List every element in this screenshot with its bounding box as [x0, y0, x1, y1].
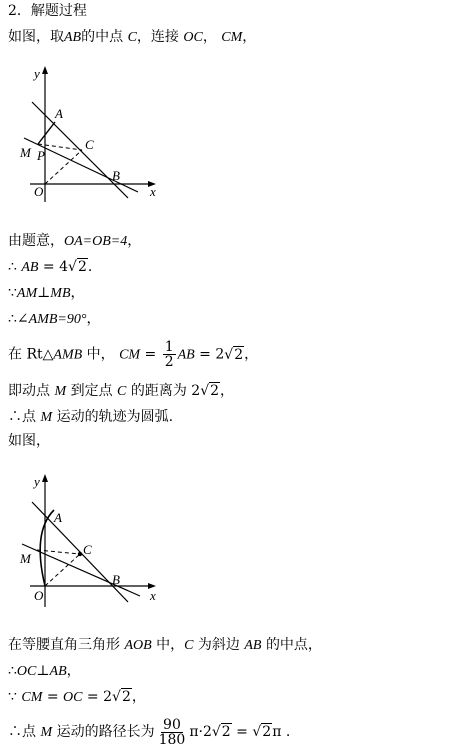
label-b: B: [112, 572, 120, 587]
text: 的中点，: [265, 637, 322, 653]
segment-oc-dashed: [45, 150, 82, 184]
text: 的中点: [81, 29, 124, 45]
text: 到定点: [70, 383, 113, 399]
text: ，: [220, 383, 235, 399]
text: ，: [66, 663, 81, 679]
text-line-6: [8, 340, 258, 370]
text: =: [42, 689, 64, 705]
fraction: $\frac{90}{180}$: [158, 716, 186, 748]
sqrt: √2: [252, 724, 272, 740]
label-y: y: [34, 474, 40, 489]
text: ，: [86, 311, 101, 327]
text: 中，: [156, 637, 185, 653]
var-m: M: [40, 725, 53, 740]
text: 运动的路径长为: [56, 724, 155, 740]
text: ∴点: [8, 724, 36, 740]
text: ，连接: [136, 29, 179, 45]
text-line-5: [8, 310, 100, 329]
sqrt: √2: [211, 724, 231, 740]
because-symbol: ∵: [8, 689, 17, 705]
text: 运动的轨迹为圆弧.: [56, 409, 174, 425]
text: 的距离为 2: [130, 383, 201, 399]
text: ，: [131, 689, 146, 705]
fraction: $\frac{1}{2}$: [164, 339, 174, 370]
text-line-8: [8, 408, 173, 427]
var-ab: AB: [21, 260, 39, 275]
text: ，: [202, 29, 217, 45]
text: 在 Rt△: [8, 346, 54, 363]
sqrt: √2: [112, 689, 131, 705]
text: ，: [242, 29, 257, 45]
expr: AM⊥MB: [16, 286, 71, 301]
label-o: O: [34, 588, 44, 603]
segment-am: [38, 122, 55, 144]
label-x: x: [150, 184, 156, 199]
text: 中，: [82, 346, 115, 363]
text: π·2: [189, 724, 212, 740]
label-b: B: [112, 168, 120, 183]
text-line-11: [8, 662, 81, 681]
var-oc: OC: [63, 690, 83, 705]
sqrt: √2: [200, 383, 220, 399]
text: 由题意，: [8, 233, 64, 249]
expr: OC⊥AB: [16, 664, 67, 679]
label-c: C: [85, 137, 94, 152]
var-amb: AMB: [53, 347, 83, 363]
var-ab: AB: [177, 347, 195, 363]
text-line-2: [8, 232, 141, 251]
label-x: x: [150, 588, 156, 603]
var-ab: AB: [64, 30, 82, 45]
label-m: M: [20, 551, 31, 566]
point-c: [78, 552, 82, 556]
text: =: [231, 724, 253, 740]
label-o: O: [34, 184, 44, 199]
figure-2-diagram: [10, 472, 170, 612]
text-line-7: [8, 382, 234, 401]
var-m: M: [54, 384, 67, 399]
text-line-1: [8, 28, 256, 47]
label-a: A: [54, 510, 62, 525]
text: ，: [70, 285, 85, 301]
text: 即动点: [8, 383, 50, 399]
section-title: 2．解题过程: [8, 3, 87, 19]
text-line-3: [8, 258, 92, 277]
var-cm: CM: [221, 30, 243, 45]
text: 在等腰直角三角形: [8, 637, 120, 653]
text-line-13: [8, 716, 290, 749]
expr: ∠AMB=90°: [16, 312, 87, 327]
label-p: P: [37, 148, 45, 163]
var-c: C: [117, 384, 127, 399]
y-axis-arrow: [42, 66, 48, 74]
var-cm: CM: [21, 690, 43, 705]
text: = 2: [194, 346, 225, 363]
text-line-4: [8, 284, 85, 303]
label-m: M: [20, 145, 31, 160]
expr: OA=OB=4: [64, 234, 128, 249]
text: .: [87, 259, 93, 275]
because-symbol: ∵: [8, 285, 17, 301]
sqrt: √2: [68, 259, 87, 275]
label-c: C: [83, 542, 92, 557]
text-line-10: [8, 636, 322, 655]
text: = 4: [38, 259, 69, 275]
text: 如图，取: [8, 29, 64, 45]
text: ，: [244, 346, 259, 363]
text-line-12: [8, 688, 146, 707]
sqrt: √2: [224, 346, 244, 363]
segment-oc-dashed: [45, 554, 80, 586]
var-ab: AB: [244, 638, 262, 653]
var-c: C: [127, 30, 137, 45]
text-line-9: 如图，: [8, 433, 50, 449]
text: ∴点: [8, 409, 36, 425]
therefore-symbol: ∴: [8, 311, 17, 327]
label-y: y: [34, 66, 40, 81]
text: ，: [127, 233, 142, 249]
text: = 2: [82, 689, 113, 705]
arc-trajectory: [40, 510, 54, 586]
var-oc: OC: [183, 30, 203, 45]
y-axis-arrow: [42, 474, 48, 482]
figure-1-diagram: [10, 62, 170, 207]
text: =: [140, 346, 161, 363]
label-a: A: [55, 106, 63, 121]
therefore-symbol: ∴: [8, 259, 17, 275]
therefore-symbol: ∴: [8, 663, 17, 679]
text: 为斜边: [197, 637, 240, 653]
var-c: C: [184, 638, 194, 653]
text: π .: [272, 724, 291, 740]
var-cm: CM: [119, 347, 141, 363]
var-aob: AOB: [124, 638, 152, 653]
var-m: M: [40, 410, 53, 425]
